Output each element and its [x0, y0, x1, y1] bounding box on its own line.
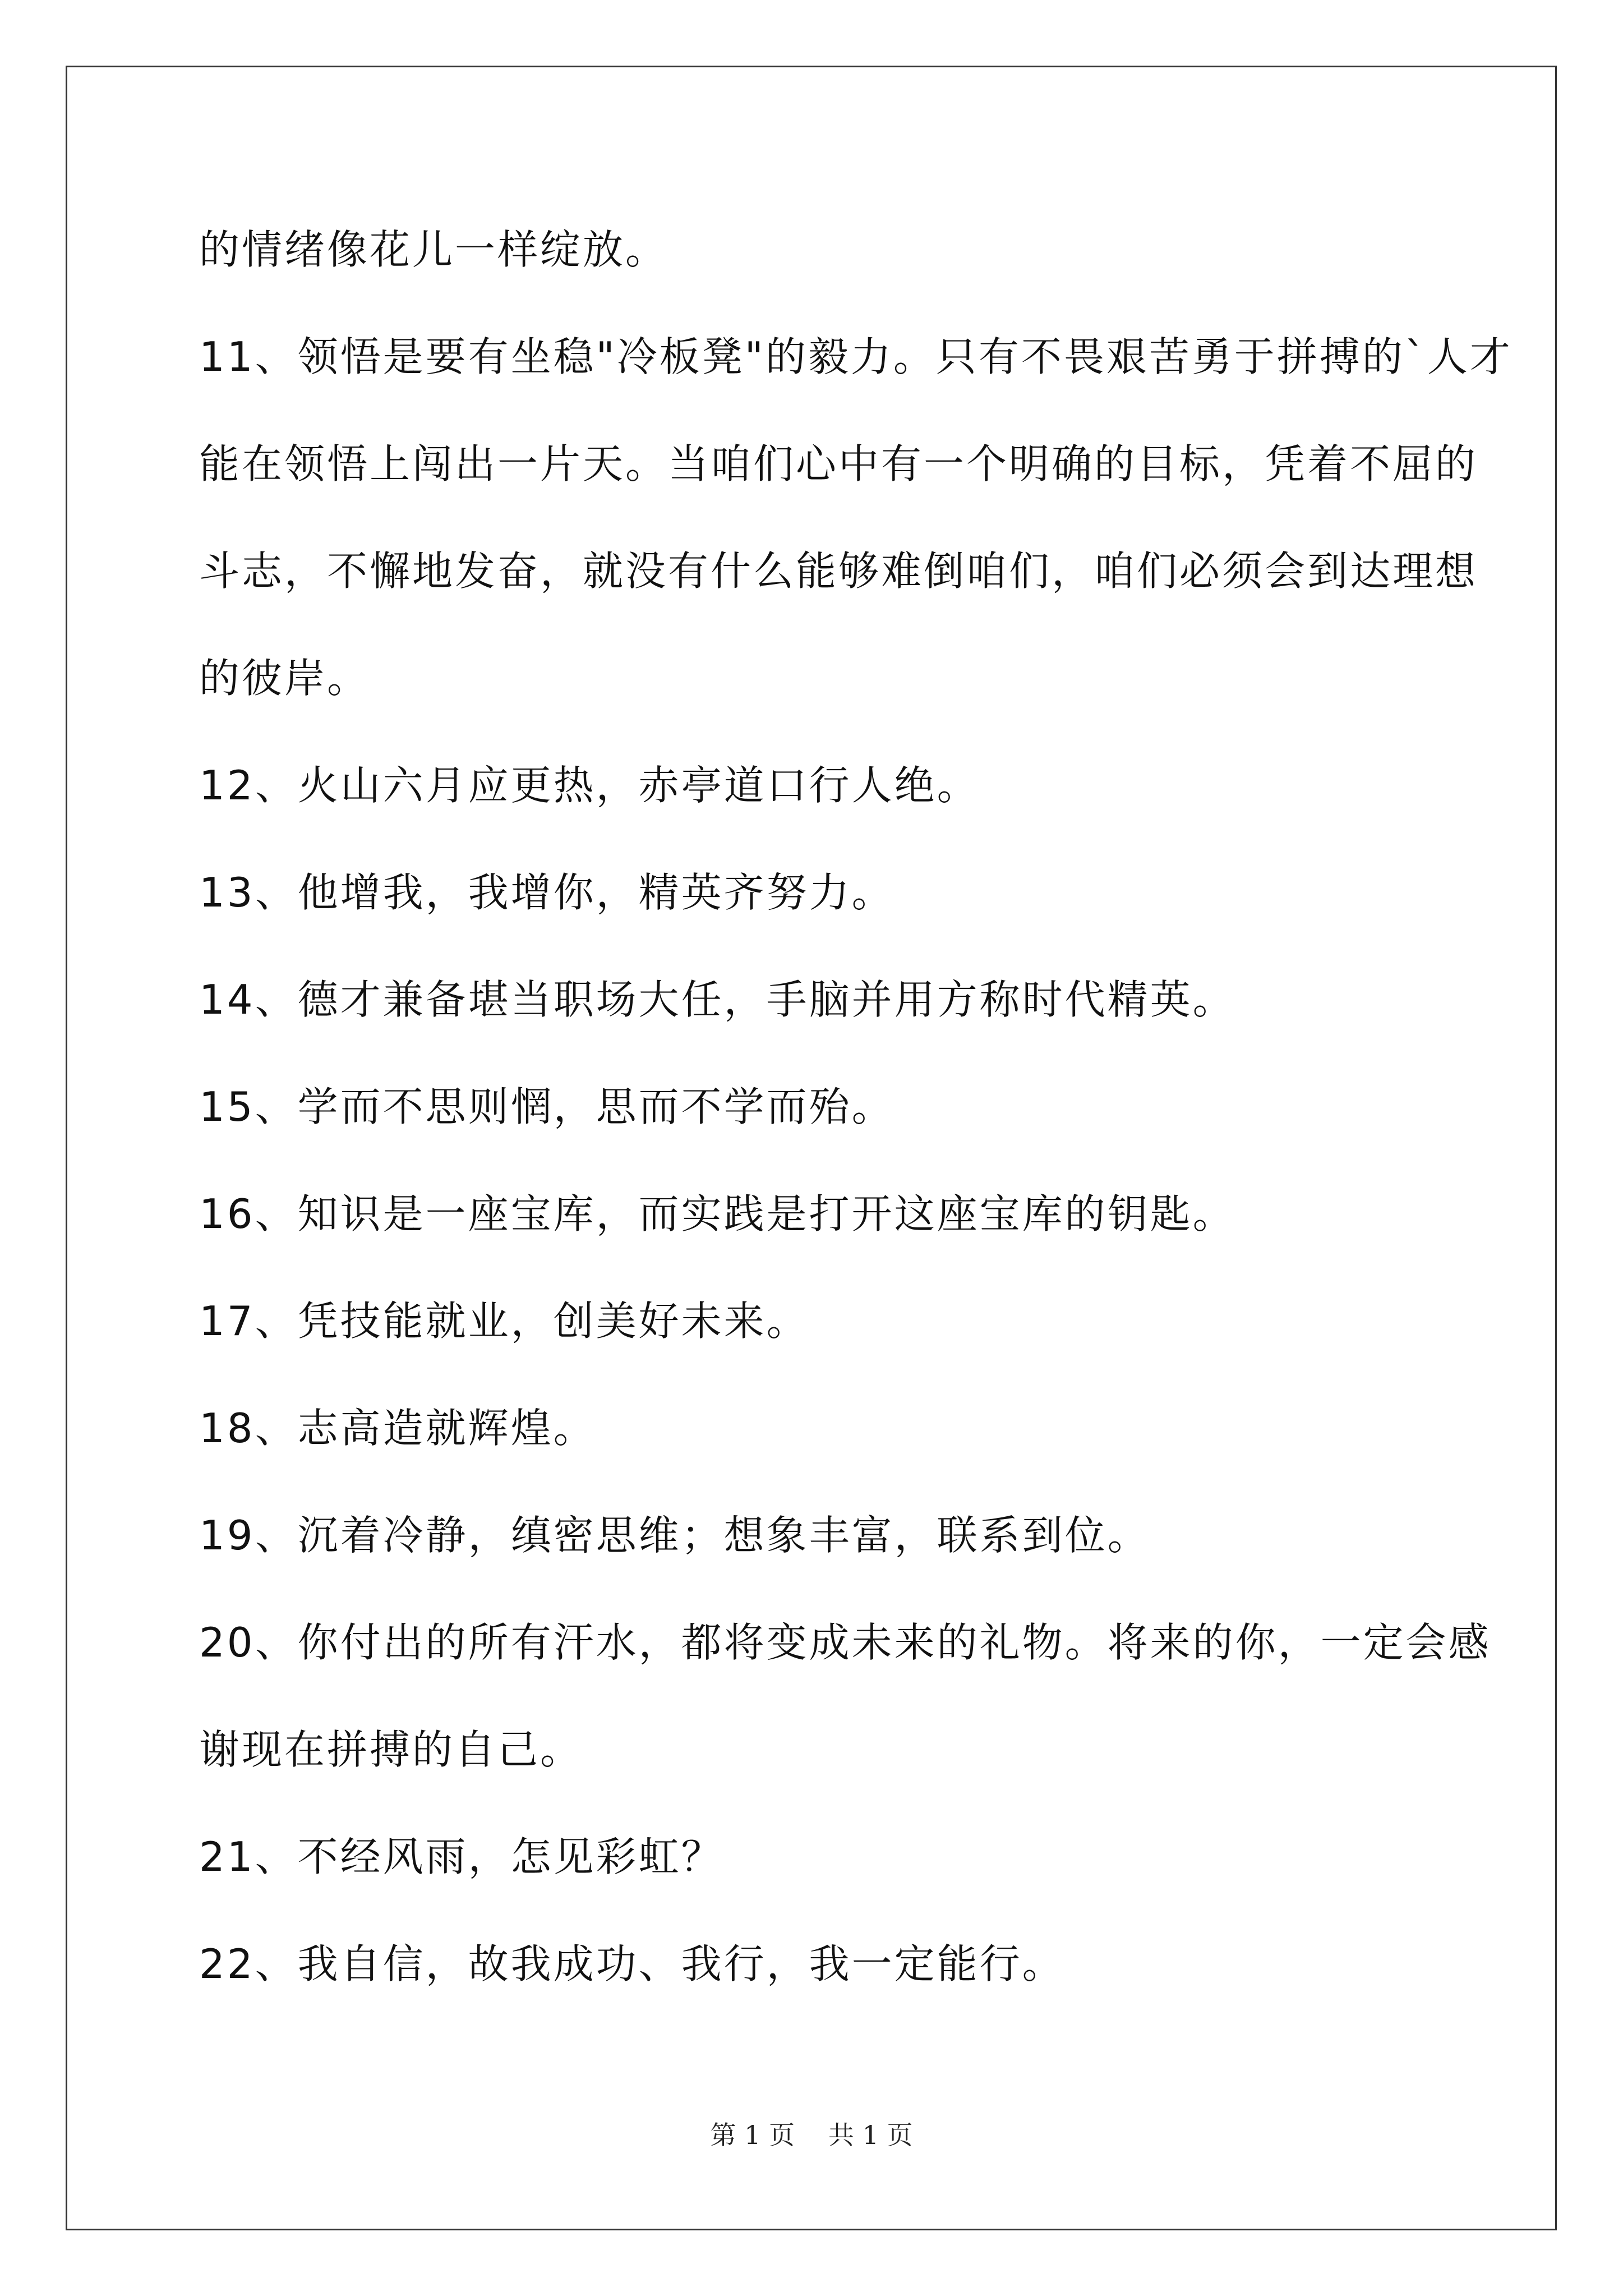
text-line: 17、凭技能就业，创美好未来。 — [199, 1297, 809, 1345]
text-line: 能在领悟上闯出一片天。当咱们心中有一个明确的目标，凭着不屈的 — [199, 440, 1478, 487]
text-line: 斗志，不懈地发奋，就没有什么能够难倒咱们，咱们必须会到达理想 — [199, 547, 1478, 595]
text-line: 11、领悟是要有坐稳"冷板凳"的毅力。只有不畏艰苦勇于拼搏的`人才 — [199, 333, 1513, 380]
page-footer — [0, 2115, 1623, 2152]
text-line: 13、他增我，我增你，精英齐努力。 — [199, 869, 895, 916]
text-line: 19、沉着冷静，缜密思维；想象丰富，联系到位。 — [199, 1512, 1150, 1559]
text-line: 15、学而不思则惘，思而不学而殆。 — [199, 1083, 895, 1130]
page-total: 共 1 页 — [828, 2120, 913, 2150]
text-line: 21、不经风雨，怎见彩虹？ — [199, 1833, 724, 1880]
text-line: 22、我自信，故我成功、我行，我一定能行。 — [199, 1940, 1065, 1987]
page-number: 第 1 页 — [710, 2120, 795, 2150]
text-line: 的彼岸。 — [199, 655, 370, 702]
text-line: 12、火山六月应更热，赤亭道口行人绝。 — [199, 762, 980, 809]
text-line: 20、你付出的所有汗水，都将变成未来的礼物。将来的你，一定会感 — [199, 1619, 1491, 1666]
text-line: 14、德才兼备堪当职场大任，手脑并用方称时代精英。 — [199, 976, 1235, 1023]
document-body — [199, 196, 1513, 2018]
text-line: 16、知识是一座宝库，而实践是打开这座宝库的钥匙。 — [199, 1190, 1235, 1237]
text-line: 18、志高造就辉煌。 — [199, 1405, 596, 1452]
text-line: 的情绪像花儿一样绽放。 — [199, 226, 668, 273]
text-line: 谢现在拼搏的自己。 — [199, 1726, 583, 1773]
